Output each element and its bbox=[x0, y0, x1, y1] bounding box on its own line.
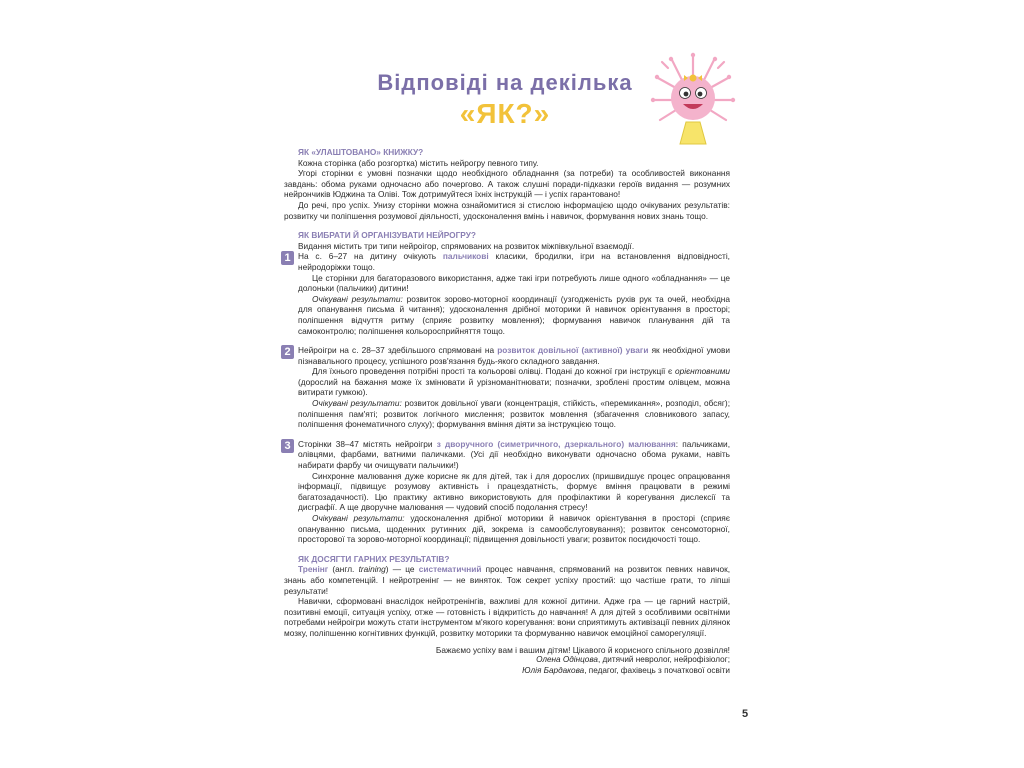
content-body bbox=[284, 147, 730, 676]
question-heading-results: ЯК ДОСЯГТИ ГАРНИХ РЕЗУЛЬТАТІВ? bbox=[298, 553, 450, 564]
game-type-block-2 bbox=[284, 345, 730, 430]
page-title-line2: «ЯК?» bbox=[459, 98, 551, 129]
expected-results: Очікувані результати: розвиток зорово-моторної координації (узгодженість рухів рук та очей, необхідна для опанування письма й читання); удосконалення дрібної моторики й навичок орієнтування в просторі; поліпшення відчуття ритму (сприяє розвитку мовлення); формування навичок планування дій та самоконтролю; поліпшення кольоросприйняття тощо. bbox=[298, 293, 730, 336]
number-badge-2: 2 bbox=[281, 345, 294, 359]
paragraph: Кожна сторінка (або розгортка) містить нейрогру певного типу. bbox=[298, 157, 539, 168]
paragraph: До речі, про успіх. Унизу сторінки можна ознайомитися зі стислою інформацією щодо очікуваних результатів: розвитку чи поліпшення розумової діяльності, удосконалення вмінь і навичок, формування нових знань тощо. bbox=[284, 199, 730, 221]
paragraph: Видання містить три типи нейроігор, спрямованих на розвиток міжпівкульної взаємодії. bbox=[298, 240, 635, 251]
game-type-block-1 bbox=[284, 251, 730, 336]
paragraph: Тренінг (англ. training) — це систематичний процес навчання, спрямований на розвиток певних навичок, знань або компетенцій. І нейротренінг — не виняток. Тож секрет успіху простий: що частіше грати, то ліпші результати! bbox=[284, 564, 731, 596]
number-badge-3: 3 bbox=[281, 439, 294, 453]
expected-results: Очікувані результати: удосконалення дрібної моторики й навичок орієнтування в просторі (сприяє опануванню письма, щоденних рутинних дій, зокрема із самообслуговування); розвиток сенсомоторної, просторової та зорово-моторної координації; підвищення довільності уваги; розвиток посидючості тощо. bbox=[298, 513, 730, 545]
expected-results: Очікувані результати: розвиток довільної уваги (концентрація, стійкість, «перемикання», розподіл, обсяг); поліпшення пам'яті; розвиток логічного мислення; розвиток мовлення (збагачення словникового запасу, поліпшення фонематичного слуху); формування вміння діяти за інструкцією тощо. bbox=[298, 398, 730, 430]
paragraph: Нейроігри на с. 28–37 здебільшого спрямовані на розвиток довільної (активної) уваги як необхідної умови пізнавального процесу, успішного розв'язання будь-якого складного завдання. bbox=[298, 345, 730, 366]
highlight-text: пальчикові bbox=[442, 251, 489, 262]
page-title-line1: Відповіді на декілька bbox=[377, 70, 633, 95]
number-badge-1: 1 bbox=[281, 251, 294, 265]
game-type-block-3 bbox=[284, 439, 730, 545]
paragraph: Сторінки 38–47 містять нейроігри з двоpучного (симетричного, дзеркального) малювання: пальчиками, олівцями, фарбами, ватними паличками. (Усі дії необхідно виконувати одночасно обома руками, навіть набирати фарбу чи очищувати пальчики!) bbox=[298, 438, 730, 471]
highlight-text: з двоpучного (симетричного, дзеркального) малювання bbox=[436, 438, 676, 449]
closing-wish: Бажаємо успіху вам і вашим дітям! Цікавого й корисного спільного дозвілля! bbox=[435, 644, 730, 655]
question-heading-structure: ЯК «УЛАШТОВАНО» КНИЖКУ? bbox=[298, 147, 424, 157]
author-signature-2: Юлія Бардакова, педагог, фахівець з початкової освіти bbox=[522, 665, 730, 675]
question-heading-choose: ЯК ВИБРАТИ Й ОРГАНІЗУВАТИ НЕЙРОГРУ? bbox=[298, 230, 476, 241]
highlight-text: розвиток довільної (активної) уваги bbox=[497, 345, 649, 356]
neuron-mascot-icon bbox=[648, 48, 738, 148]
author-signature-1: Олена Одінцова, дитячий невролог, нейрофізіолог; bbox=[536, 655, 730, 665]
page-number: 5 bbox=[742, 708, 749, 720]
paragraph: Навички, сформовані внаслідок нейротренінгів, важливі для кожної дитини. Адже гра — це гарний настрій, позитивні емоції, ситуація успіху, отже — готовність і відкритість до навчання! А для дітей з особливими освітніми потребами нейроігри можуть стати інструментом м'якого корегування: вони сприятимуть активізації певних ділянок мозку, поліпшенню когнітивних функцій, розвитку моторики та формуванню навичок емоційної саморегуляції. bbox=[284, 596, 730, 638]
paragraph: Синхронне малювання дуже корисне як для дітей, так і для дорослих (пришвидшує процес опрацювання інформації, підвищує розумову активність і працездатність, формує вміння працювати в режимі багатозадачності). Цю практику активно використовують для профілактики й корегування дислексії та дисграфії. А ще двоpучне малювання — чудовий спосіб подолання стресу! bbox=[298, 470, 730, 513]
paragraph: Угорі сторінки є умовні позначки щодо необхідного обладнання (за потреби) та особливостей виконання завдань: обома руками одночасно або почергово. А також слушні поради-підказки героїв видання — розумних нейрончиків Юджина та Оліві. Тож дотримуйтеся їхніх інструкцій — і успіх гарантовано! bbox=[284, 168, 730, 200]
paragraph: Для їхнього проведення потрібні прості та кольорові олівці. Подані до кожної гри інструкції є орієнтовними (дорослий на бажання може їх змінювати й урізноманітнювати; позначки, зроблені простим олівцем, можна витирати гумкою). bbox=[298, 366, 730, 398]
paragraph: На с. 6–27 на дитину очікують пальчикові класики, бродилки, ігри на встановлення відповідності, нейродоріжки тощо. bbox=[298, 251, 730, 272]
paragraph: Це сторінки для багаторазового використання, адже такі ігри потребують лише одного «обладнання» — це долоньки (пальчики) дитини! bbox=[298, 272, 730, 294]
